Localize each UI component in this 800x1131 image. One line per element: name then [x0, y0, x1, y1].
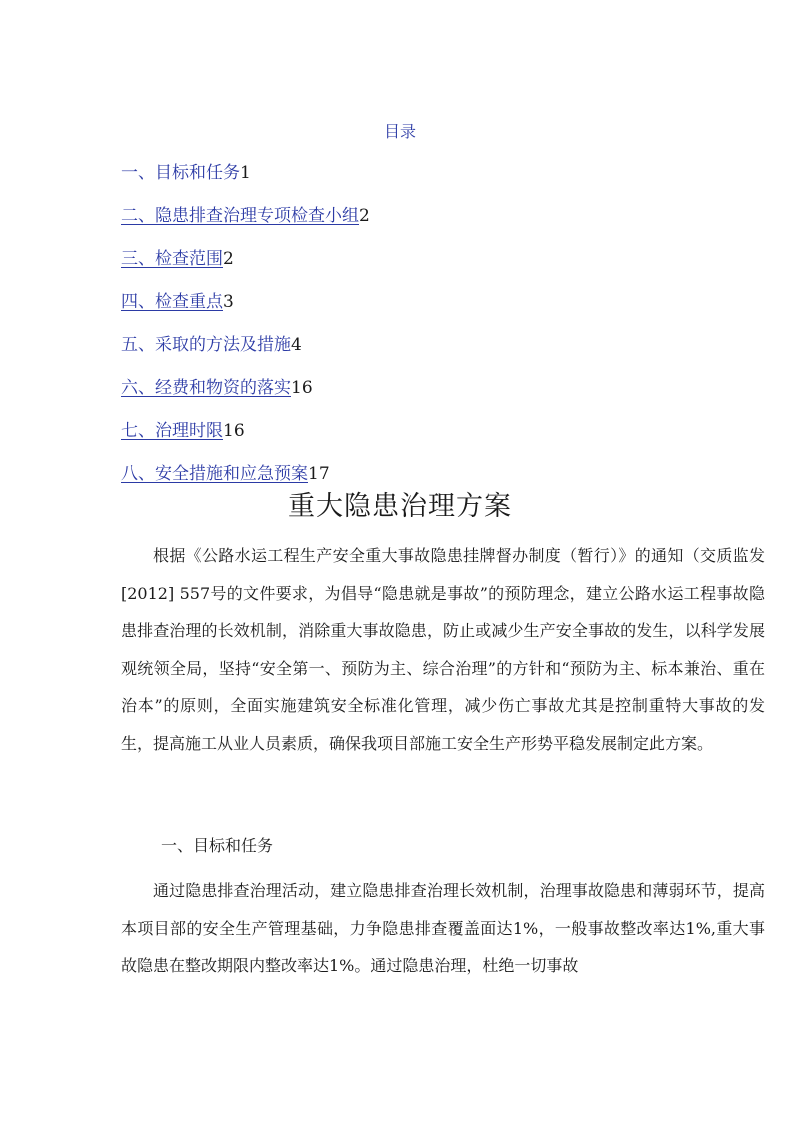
- toc-item-text[interactable]: 六、经费和物资的落实: [121, 378, 291, 398]
- toc-item-page: 17: [308, 464, 330, 484]
- toc-item-page: 1: [240, 163, 251, 183]
- toc-item-page: 3: [223, 292, 234, 312]
- toc-item-text[interactable]: 七、治理时限: [121, 421, 223, 441]
- toc-item-text[interactable]: 二、隐患排查治理专项检查小组: [121, 206, 359, 226]
- toc-heading: 目录: [383, 122, 416, 141]
- goals-paragraph: 通过隐患排查治理活动，建立隐患排查治理长效机制，治理事故隐患和薄弱环节，提高本项目部的安全生产管理基础，力争隐患排查覆盖面达1%，一般事故整改率达1%,重大事故隐患在整改期限内整改率达1%。通过隐患治理，杜绝一切事故: [121, 881, 765, 975]
- toc-item-3[interactable]: [121, 246, 370, 289]
- toc-item-page: 16: [291, 378, 313, 398]
- toc-item-7[interactable]: [121, 418, 370, 461]
- toc-item-1[interactable]: [121, 160, 370, 203]
- toc-item-5[interactable]: [121, 332, 370, 375]
- toc-item-2[interactable]: [121, 203, 370, 246]
- table-of-contents: [121, 160, 370, 504]
- toc-item-text[interactable]: 八、安全措施和应急预案: [121, 464, 308, 484]
- toc-item-4[interactable]: [121, 289, 370, 332]
- toc-item-text[interactable]: 五、采取的方法及措施: [121, 335, 291, 355]
- intro-section: [121, 537, 765, 762]
- goals-section: [121, 872, 765, 985]
- toc-item-page: 2: [223, 249, 234, 269]
- toc-item-text[interactable]: 四、检查重点: [121, 292, 223, 312]
- toc-item-6[interactable]: [121, 375, 370, 418]
- document-title: 重大隐患治理方案: [288, 491, 512, 522]
- toc-item-text[interactable]: 一、目标和任务: [121, 163, 240, 183]
- toc-item-page: 4: [291, 335, 302, 355]
- section-heading-goals: 一、目标和任务: [161, 836, 274, 855]
- toc-item-text[interactable]: 三、检查范围: [121, 249, 223, 269]
- intro-paragraph: 根据《公路水运工程生产安全重大事故隐患挂牌督办制度（暂行）》的通知（交质监发[2012] 557号的文件要求，为倡导“隐患就是事故”的预防理念，建立公路水运工程事故隐患排查治理的长效机制，消除重大事故隐患，防止或减少生产安全事故的发生，以科学发展观统领全局，坚持“安全第一、预防为主、综合治理”的方针和“预防为主、标本兼治、重在治本”的原则，全面实施建筑安全标准化管理，减少伤亡事故尤其是控制重特大事故的发生，提高施工从业人员素质，确保我项目部施工安全生产形势平稳发展制定此方案。: [121, 546, 765, 753]
- toc-item-page: 16: [223, 421, 245, 441]
- toc-item-page: 2: [359, 206, 370, 226]
